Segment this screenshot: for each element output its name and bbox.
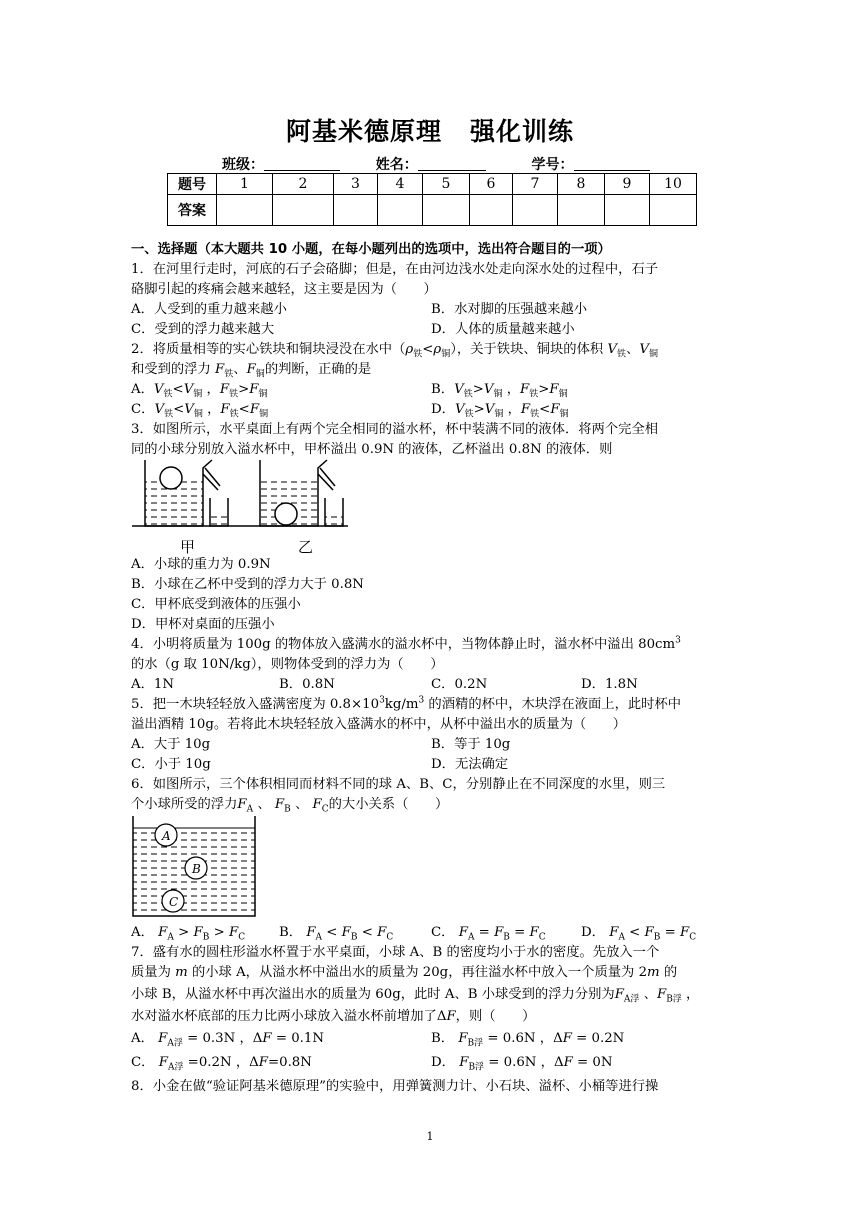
q5-option-a: A．大于 10g [131,737,211,752]
q7-option-a: A． $F_{A浮} = 0.3N$ ，ΔF = 0.1N [131,1031,325,1049]
answer-cell[interactable] [558,195,605,226]
three-balls-figure [130,816,260,920]
q4-option-a: A．1N [131,677,174,692]
q7-option-b: B． $F_{B浮} = 0.6N$ ，ΔF = 0.2N [431,1031,625,1049]
class-label: 班级： [222,157,264,173]
name-label: 姓名： [375,157,418,173]
q7-stem-line1: 7．盛有水的圆柱形溢水杯置于水平桌面，小球 A、B 的密度均小于水的密度。先放入一个 [131,945,660,960]
q1-option-b: B．水对脚的压强越来越小 [431,302,588,317]
question-number: 6 [470,174,513,195]
q2-stem-line1: 2．将质量相等的实心铁块和铜块浸没在水中$(\rho_铁<\rho_铜)$，关于铁块、铜块的体积 $V_铁$、$V_铜$ [131,342,658,360]
q4-option-d: D．1.8N [581,677,638,692]
id-label: 学号： [531,157,574,173]
q5-option-d: D．无法确定 [431,757,509,772]
q5-option-c: C．小于 10g [131,757,211,772]
q7-stem-line4: 水对溢水杯底部的压力比两小球放入溢水杯前增加了ΔF，则（ ） [131,1009,536,1024]
title-part1: 阿基米德原理 [285,117,442,146]
question-number: 1 [217,174,273,195]
q4-stem-line1: 4．小明将质量为 100g 的物体放入盛满水的溢水杯中，当物体静止时，溢水杯中溢出 $80cm^3$ [131,635,681,652]
number-header: 题号 [168,174,217,195]
answer-cell[interactable] [650,195,697,226]
q1-option-a: A．人受到的重力越来越小 [131,302,287,317]
q1-option-d: D．人体的质量越来越小 [431,322,575,337]
q7-stem-line3: 小球 B，从溢水杯中再次溢出水的质量为 60g，此时 A、B 小球受到的浮力分别为$F_{A浮}$ 、$F_{B浮}$ ， [131,987,700,1005]
q2-option-a: A．$V_铁<V_铜$ ，$F_铁>F_铜$ [131,382,268,400]
page-number: 1 [426,1130,434,1143]
answer-cell[interactable] [334,195,378,226]
answer-cell[interactable] [378,195,423,226]
q3-option-d: D．甲杯对桌面的压强小 [131,617,275,632]
q7-option-d: D． $F_{B浮} = 0.6N$ ，ΔF = 0N [431,1055,613,1073]
question-number: 3 [334,174,378,195]
class-field[interactable] [264,156,340,171]
q2-option-d: D．$V_铁>V_铜$ ，$F_铁<F_铜$ [431,402,569,420]
question-number: 7 [513,174,558,195]
name-field[interactable] [418,156,486,171]
q6-stem-line2: 个小球所受的浮力$F_A$ 、 $F_B$ 、 $F_C$的大小关系（ ） [131,797,449,815]
ball-c-label: C [169,895,179,909]
q1-stem-line1: 1．在河里行走时，河底的石子会硌脚；但是，在由河边浅水处走向深水处的过程中，石子 [131,262,659,277]
answer-cell[interactable] [273,195,334,226]
answer-cell[interactable] [217,195,273,226]
question-number: 2 [273,174,334,195]
ball-b-label: B [192,862,201,876]
q3-stem-line2: 同的小球分别放入溢水杯中，甲杯溢出 0.9N 的液体，乙杯溢出 0.8N 的液体．则 [131,442,613,457]
question-number: 9 [605,174,650,195]
answer-header: 答案 [168,195,217,226]
q2-stem-line2: 和受到的浮力 $F_铁$、$F_铜$的判断，正确的是 [131,362,372,380]
answer-cell[interactable] [423,195,470,226]
q6-option-b: B． $F_A < F_B < F_C$ [279,925,394,943]
overflow-cups-figure [130,458,350,558]
q2-option-b: B．$V_铁>V_铜$ ，$F_铁>F_铜$ [431,382,568,400]
answer-cell[interactable] [605,195,650,226]
answer-table [167,173,697,226]
q4-stem-line2: 的水（g 取 10N/kg），则物体受到的浮力为（ ） [131,657,444,672]
q4-option-c: C．0.2N [431,677,488,692]
cup-label-jia: 甲 [180,538,196,556]
q6-option-d: D． $F_A < F_B = F_C$ [581,925,697,943]
q5-option-b: B．等于 10g [431,737,511,752]
id-field[interactable] [574,156,650,171]
q2-option-c: C．$V_铁<V_铜$ ，$F_铁<F_铜$ [131,402,269,420]
answer-cell[interactable] [513,195,558,226]
ball-a-label: A [162,829,171,843]
q6-option-a: A． $F_A > F_B > F_C$ [131,925,246,943]
student-info [222,154,650,174]
q5-stem-line1: 5．把一木块轻轻放入盛满密度为 $0.8\times 10^3kg/m^3$ 的酒精的杯中，木块浮在液面上，此时杯中 [131,695,682,712]
q6-option-c: C． $F_A = F_B = F_C$ [431,925,546,943]
q7-option-c: C． $F_{A浮} =0.2N$ ，ΔF=0.8N [131,1055,312,1073]
question-number: 8 [558,174,605,195]
q3-option-a: A．小球的重力为 0.9N [131,557,271,572]
q4-option-b: B．0.8N [279,677,335,692]
answer-cell[interactable] [470,195,513,226]
q6-stem-line1: 6．如图所示，三个体积相同而材料不同的球 A、B、C，分别静止在不同深度的水里，则三 [131,777,666,792]
q3-option-c: C．甲杯底受到液体的压强小 [131,597,301,612]
q3-option-b: B．小球在乙杯中受到的浮力大于 0.8N [131,577,364,592]
q8-stem-line1: 8．小金在做“验证阿基米德原理”的实验中，用弹簧测力计、小石块、溢杯、小桶等进行操 [131,1079,659,1094]
q7-stem-line2: 质量为 m 的小球 A，从溢水杯中溢出水的质量为 20g，再往溢水杯中放入一个质量为 2m 的 [131,965,678,980]
cup-label-yi: 乙 [298,538,314,556]
question-number: 5 [423,174,470,195]
q1-stem-line2: 硌脚引起的疼痛会越来越轻，这主要是因为（ ） [131,282,437,297]
page-title [0,112,860,148]
question-number: 10 [650,174,697,195]
q3-stem-line1: 3．如图所示，水平桌面上有两个完全相同的溢水杯，杯中装满不同的液体．将两个完全相 [131,422,659,437]
title-part2: 强化训练 [470,117,575,146]
q5-stem-line2: 溢出酒精 10g。若将此木块轻轻放入盛满水的杯中，从杯中溢出水的质量为（ ） [131,717,627,732]
section-heading: 一、选择题（本大题共 10 小题，在每小题列出的选项中，选出符合题目的一项） [131,242,611,257]
q1-option-c: C．受到的浮力越来越大 [131,322,275,337]
question-number: 4 [378,174,423,195]
